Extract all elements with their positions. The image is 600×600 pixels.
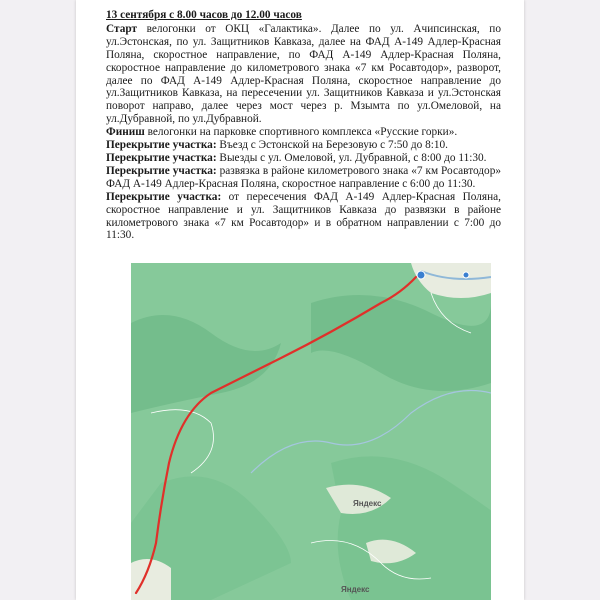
start-marker-icon <box>417 271 425 279</box>
start-paragraph <box>106 23 501 126</box>
yandex-watermark: Яндекс <box>353 499 382 508</box>
finish-paragraph <box>106 126 501 139</box>
closure-label: Перекрытие участка: <box>106 139 217 152</box>
settled-area <box>131 559 171 600</box>
closure-paragraph <box>106 152 501 165</box>
date-heading: 13 сентября с 8.00 часов до 12.00 часов <box>106 9 302 21</box>
finish-label: Финиш <box>106 126 145 139</box>
map-graphic <box>131 263 491 600</box>
closure-paragraph <box>106 165 501 191</box>
finish-marker-icon <box>463 272 469 278</box>
route-map <box>131 263 491 600</box>
document-text <box>106 9 501 242</box>
closure-text: Въезд с Эстонской на Березовую с 7:50 до 8:10. <box>216 139 448 152</box>
closure-label: Перекрытие участка: <box>106 151 217 164</box>
closure-text: развязка в районе километрового знака «7 км Росавтодор» ФАД А-149 Адлер-Красная Поляна, скоростное направление с 6:00 до 11:30. <box>106 164 501 190</box>
start-text: велогонки от ОКЦ «Галактика». Далее по ул. Ачипсинская, по ул.Эстонская, по ул. Защитников Кавказа, далее на ФАД А-149 Адлер-Красная Поляна, скоростное направление, по ФАД А-149 Адлер-Красная Поляна, скоростное направление до километрового знака «7 км Росавтодор», разворот, далее по ФАД А-149 Адлер-Красная Поляна, скоростное направление до ул.Защитников Кавказа, на пересечении ул. Защитников Кавказа и ул.Эстонская поворот направо, далее через мост через р. Мзымта по ул.Омеловой, на ул.Дубравной, по ул.Дубравной. <box>106 22 501 126</box>
document-page <box>76 0 524 600</box>
start-label: Старт <box>106 22 138 35</box>
closure-label: Перекрытие участка: <box>106 164 217 177</box>
finish-text: велогонки на парковке спортивного комплекса «Русские горки». <box>144 126 458 139</box>
yandex-watermark: Яндекс <box>341 585 370 594</box>
closure-paragraph <box>106 139 501 152</box>
closure-label: Перекрытие участка: <box>106 190 222 203</box>
closure-text: Выезды с ул. Омеловой, ул. Дубравной, с 8:00 до 11:30. <box>216 151 487 164</box>
closure-paragraph <box>106 191 501 243</box>
closure-text: от пересечения ФАД А-149 Адлер-Красная Поляна, скоростное направление и ул. Защитников Кавказа до развязки в районе километрового знака «7 км Росавтодор» и в обратном направлении с 7:00 до 11:30. <box>106 190 501 242</box>
